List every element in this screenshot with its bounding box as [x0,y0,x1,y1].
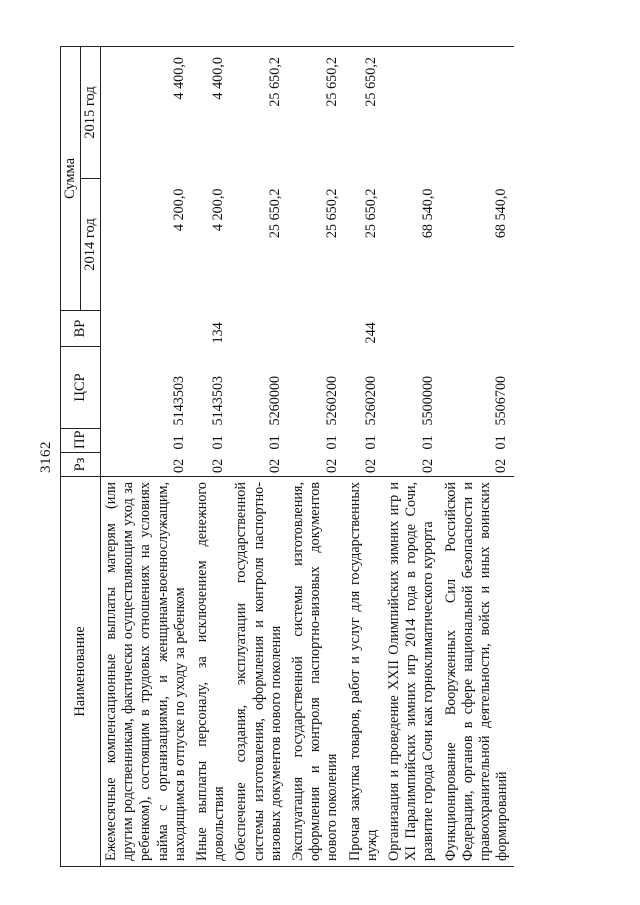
row-rz: 02 [323,458,340,473]
table-row [345,47,384,867]
row-csr: 5500000 [419,375,436,426]
row-sum-2014: 68 540,0 [419,188,436,239]
row-vr: 134 [210,322,227,344]
row-pr: 01 [171,435,188,450]
table-header [61,47,101,867]
row-vr: 244 [363,322,380,344]
row-pr: 01 [493,435,510,450]
header-name: Наименование [61,477,101,867]
row-sum-2015: 25 650,2 [231,47,288,179]
header-2015: 2015 год [81,47,101,179]
row-name: Эксплуатация государственной системы изготовления, оформления и контроля паспортно-визовых документов нового поколения [288,477,345,867]
row-pr: 01 [323,435,340,450]
table-row [441,47,515,867]
row-sum-2014: 25 650,2 [267,188,284,239]
table-row [101,47,193,867]
row-rz: 02 [210,458,227,473]
row-sum-2014: 25 650,2 [363,188,380,239]
rotated-page [38,47,570,867]
table-row [288,47,345,867]
row-pr: 01 [267,435,284,450]
row-csr: 5260200 [323,375,340,426]
row-sum-2015: 25 650,2 [288,47,345,179]
header-csr: ЦСР [61,347,101,429]
row-sum-2014: 4 200,0 [171,188,188,232]
table-row [384,47,441,867]
header-sum: Сумма [61,47,81,311]
budget-table [60,46,514,867]
row-name: Организация и проведение XXII Олимпийских зимних игр и XI Паралимпийских зимних игр 2014 года в городе Сочи, развитие города Сочи как горноклиматического курорта [384,477,441,867]
row-csr: 5506700 [493,375,510,426]
table-row [231,47,288,867]
table-row [192,47,231,867]
row-rz: 02 [363,458,380,473]
row-name: Прочая закупка товаров, работ и услуг для государственных нужд [345,477,384,867]
row-csr: 5143503 [210,375,227,426]
header-pr: ПР [61,429,101,453]
row-name: Иные выплаты персоналу, за исключением денежного довольствия [192,477,231,867]
header-2014: 2014 год [81,179,101,311]
row-sum-2014: 68 540,0 [493,188,510,239]
row-csr: 5143503 [171,375,188,426]
row-name: Обеспечение создания, эксплуатации государственной системы изготовления, оформления и контроля паспортно-визовых документов нового поколения [231,477,288,867]
table-body [101,47,515,867]
row-sum-2015: 4 400,0 [101,47,193,179]
row-pr: 01 [419,435,436,450]
row-vr [441,311,515,347]
row-sum-2014: 25 650,2 [323,188,340,239]
row-rz: 02 [493,458,510,473]
row-pr: 01 [210,435,227,450]
row-sum-2015: 25 650,2 [345,47,384,179]
row-sum-2014: 4 200,0 [210,188,227,232]
row-csr: 5260000 [267,375,284,426]
row-name: Функционирование Вооруженных Сил Российской Федерации, органов в сфере национальной безопасности и правоохранительной деятельности, войск и иных воинских формирований [441,477,515,867]
header-rz: Рз [61,453,101,477]
row-rz: 02 [419,458,436,473]
row-rz: 02 [171,458,188,473]
row-name: Ежемесячные компенсационные выплаты матерям (или другим родственникам, фактически осуществляющим уход за ребенком), состоящим в трудовых отношениях на условиях найма с организациями, и женщинам-военнослужащим, находящимся в отпуске по уходу за ребенком [101,477,193,867]
header-vr: ВР [61,311,101,347]
row-sum-2015 [441,47,515,179]
row-sum-2015 [384,47,441,179]
row-csr: 5260200 [363,375,380,426]
row-sum-2015: 4 400,0 [192,47,231,179]
row-pr: 01 [363,435,380,450]
row-vr [384,311,441,347]
row-rz: 02 [267,458,284,473]
row-vr [288,311,345,347]
row-vr [101,311,193,347]
page-number: 3162 [38,441,54,473]
row-vr [231,311,288,347]
